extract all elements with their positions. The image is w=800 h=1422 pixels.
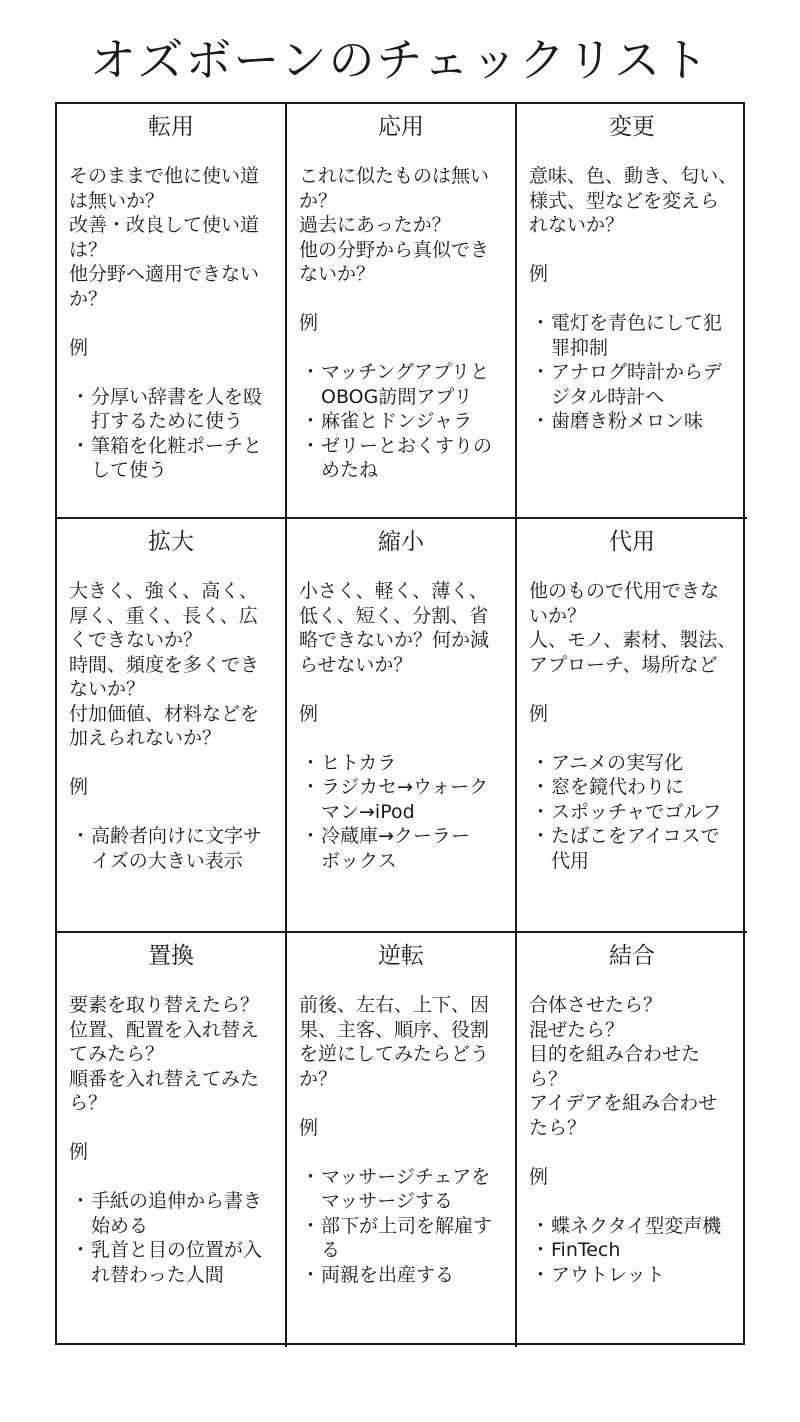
question-line: 他分野へ適用できない (69, 263, 260, 285)
example-item (299, 360, 503, 409)
example-list (529, 1214, 735, 1288)
example-label: 例 (69, 336, 89, 359)
example-item (529, 1238, 735, 1263)
example-item-line: アニメの実写化 (551, 751, 684, 774)
question-line: れないか？ (529, 214, 625, 236)
question-line: らせないか？ (299, 653, 413, 676)
checklist-cell (287, 104, 517, 519)
question-line: か？ (299, 1067, 338, 1090)
question-line: ないか？ (69, 678, 146, 700)
question-line: 果、主客、順序、役割 (299, 1018, 490, 1041)
cell-heading: 縮小 (378, 529, 424, 555)
question-line: 混ぜたら？ (529, 1018, 625, 1041)
example-item-line: 麻雀とドンジャラ (321, 410, 473, 432)
bullet-mark: ・ (301, 776, 321, 798)
example-item-line: マッサージする (321, 1190, 453, 1212)
bullet-mark: ・ (301, 434, 321, 457)
example-item-line: 乳首と目の位置が入 (91, 1239, 263, 1261)
cell-heading: 置換 (148, 943, 194, 969)
example-item-line: れ替わった人間 (91, 1263, 224, 1286)
page-title: オズボーンのチェックリスト (89, 33, 711, 87)
example-item (69, 434, 273, 483)
example-item-line: 手紙の追伸から書き (91, 1190, 263, 1212)
cell-heading: 逆転 (378, 943, 424, 969)
example-list (529, 311, 735, 434)
example-label: 例 (69, 1141, 89, 1163)
bullet-mark: ・ (301, 751, 321, 774)
example-item-line: 冷蔵庫→クーラー (321, 825, 470, 847)
cell-heading: 転用 (148, 114, 194, 140)
question-line: ら？ (529, 1067, 568, 1090)
example-label: 例 (299, 1116, 319, 1139)
question-line: いか？ (529, 604, 587, 627)
bullet-mark: ・ (531, 825, 551, 847)
example-item-line: ボックス (321, 849, 397, 872)
cell-heading: 拡大 (148, 529, 194, 555)
question-line: 厚く、重く、長く、広 (69, 604, 258, 627)
bullet-mark: ・ (531, 361, 551, 383)
example-label: 例 (69, 776, 89, 798)
example-item (299, 751, 503, 776)
checklist-cell (517, 933, 747, 1347)
example-item-line: マッサージチェアを (321, 1165, 491, 1188)
question-line: 改善・改良して使い道 (69, 214, 260, 236)
checklist-cell (287, 933, 517, 1347)
bullet-mark: ・ (531, 1263, 551, 1286)
bullet-mark: ・ (531, 776, 551, 798)
question-line: を逆にしてみたらどう (299, 1043, 490, 1065)
question-line: 要素を取り替えたら？ (69, 994, 260, 1016)
example-item-line: ジタル時計へ (551, 385, 665, 408)
example-item (299, 434, 503, 483)
example-item (529, 1214, 735, 1239)
example-item-line: 罪抑制 (551, 336, 609, 359)
question-line: 他の分野から真似でき (299, 238, 490, 261)
question-line: 付加価値、材料などを (69, 702, 260, 725)
bullet-mark: ・ (301, 1214, 321, 1237)
question-line: 大きく、強く、高く、 (69, 580, 258, 602)
bullet-mark: ・ (531, 1239, 551, 1261)
example-item-line: 電灯を青色にして犯 (551, 312, 723, 334)
cell-heading: 応用 (378, 114, 424, 140)
bullet-mark: ・ (531, 312, 551, 334)
question-line: か？ (299, 189, 338, 212)
example-item-line: マッチングアプリと (321, 361, 490, 383)
checklist-cell (517, 519, 747, 933)
bullet-mark: ・ (71, 825, 91, 847)
bullet-mark: ・ (531, 410, 551, 432)
example-item-line: ラジカセ→ウォーク (321, 776, 489, 798)
checklist-cell (287, 519, 517, 933)
example-item (69, 385, 273, 434)
question-line: くできないか？ (69, 629, 203, 651)
example-item (529, 751, 735, 776)
question-line: 加えられないか？ (69, 727, 222, 749)
example-label: 例 (529, 263, 549, 285)
bullet-mark: ・ (71, 385, 91, 408)
example-item-line: 分厚い辞書を人を殴 (91, 385, 263, 408)
example-item-line: 始める (91, 1214, 149, 1237)
bullet-mark: ・ (531, 1214, 551, 1237)
example-item-line: アナログ時計からデ (551, 361, 723, 383)
question-line: 時間、頻度を多くでき (69, 653, 260, 676)
question-line: そのままで他に使い道 (69, 165, 260, 187)
example-label: 例 (299, 312, 319, 334)
cell-body (69, 579, 273, 873)
cell-body (69, 164, 273, 483)
question-line: ら？ (69, 1092, 108, 1114)
bullet-mark: ・ (71, 1190, 91, 1212)
example-item (299, 824, 503, 873)
example-item (529, 800, 735, 825)
example-item (299, 1165, 503, 1214)
question-line: 様式、型などを変えら (529, 189, 720, 212)
bullet-mark: ・ (301, 410, 321, 432)
question-line: 位置、配置を入れ替え (69, 1018, 260, 1041)
cell-body (529, 579, 735, 873)
example-item-line: 蝶ネクタイ型変声機 (551, 1214, 722, 1237)
example-list (299, 751, 503, 874)
question-line: 意味、色、動き、匂い、 (529, 165, 738, 187)
question-line: アイデアを組み合わせ (529, 1092, 718, 1114)
example-item-line: る (321, 1239, 341, 1261)
example-list (69, 824, 273, 873)
question-line: か？ (69, 287, 108, 310)
example-item (529, 409, 735, 434)
question-line: 他のもので代用できな (529, 580, 720, 602)
cell-body (529, 993, 735, 1287)
bullet-mark: ・ (301, 825, 321, 847)
cell-body (299, 164, 503, 483)
example-item-line: ヒトカラ (321, 751, 397, 774)
cell-body (299, 993, 503, 1287)
cell-body (299, 579, 503, 873)
example-item-line: 打するために使う (91, 410, 244, 432)
example-label: 例 (299, 702, 319, 725)
example-item (299, 409, 503, 434)
example-item (529, 775, 735, 800)
question-line: は無いか？ (69, 189, 165, 212)
bullet-mark: ・ (71, 434, 91, 457)
example-item-line: 歯磨き粉メロン味 (551, 410, 704, 432)
bullet-mark: ・ (301, 1263, 321, 1286)
bullet-mark: ・ (71, 1239, 91, 1261)
example-item-line: たばこをアイコスで (551, 825, 720, 847)
question-line: 目的を組み合わせた (529, 1043, 701, 1065)
question-line: てみたら？ (69, 1043, 165, 1065)
example-item-line: 代用 (551, 849, 590, 872)
example-item-line: イズの大きい表示 (91, 849, 243, 872)
question-line: アプローチ、場所など (529, 653, 718, 676)
question-line: たら？ (529, 1116, 587, 1139)
bullet-mark: ・ (301, 361, 321, 383)
example-item-line: 部下が上司を解雇す (321, 1214, 493, 1237)
question-line: ないか？ (299, 263, 376, 285)
cell-body (529, 164, 738, 434)
cell-heading: 代用 (609, 529, 655, 555)
example-item-line: して使う (91, 459, 168, 481)
question-line: 順番を入れ替えてみた (69, 1067, 260, 1090)
example-item-line: OBOG訪問アプリ (321, 385, 473, 408)
example-item (529, 1263, 735, 1288)
example-item (69, 1238, 273, 1287)
cell-body (69, 993, 273, 1287)
checklist-cell (517, 104, 747, 519)
example-list (69, 385, 273, 483)
example-item (529, 311, 735, 360)
example-label: 例 (529, 1165, 549, 1188)
question-line: これに似たものは無い (299, 165, 490, 187)
example-item-line: 窓を鏡代わりに (551, 776, 685, 798)
question-line: 低く、短く、分割、省 (299, 604, 489, 627)
example-list (69, 1189, 273, 1287)
example-item (299, 1263, 503, 1288)
example-item (69, 1189, 273, 1238)
example-item-line: ゼリーとおくすりの (321, 434, 493, 457)
example-item-line: 高齢者向けに文字サ (91, 825, 263, 847)
example-list (529, 751, 735, 874)
question-line: 前後、左右、上下、因 (299, 994, 490, 1016)
question-line: は？ (69, 238, 108, 261)
example-list (299, 1165, 503, 1288)
example-label: 例 (529, 702, 549, 725)
example-list (299, 360, 503, 483)
example-item-line: アウトレット (551, 1263, 665, 1286)
cell-heading: 結合 (609, 943, 655, 969)
example-item (299, 1214, 503, 1263)
example-item (529, 360, 735, 409)
example-item (69, 824, 273, 873)
example-item (299, 775, 503, 824)
question-line: 過去にあったか？ (299, 214, 451, 236)
checklist-cell (57, 104, 287, 519)
cell-heading: 変更 (609, 114, 655, 140)
example-item-line: めたね (321, 459, 379, 481)
checklist-grid (55, 102, 745, 1345)
question-line: 略できないか？何か減 (299, 629, 490, 651)
example-item-line: FinTech (551, 1239, 621, 1261)
example-item-line: マン→iPod (321, 800, 415, 823)
question-line: 合体させたら？ (529, 994, 663, 1016)
example-item-line: スポッチャでゴルフ (551, 800, 722, 823)
example-item-line: 筆箱を化粧ポーチと (91, 434, 263, 457)
example-item-line: 両親を出産する (321, 1263, 455, 1286)
question-line: 小さく、軽く、薄く、 (299, 580, 488, 602)
bullet-mark: ・ (531, 751, 551, 774)
question-line: 人、モノ、素材、製法、 (529, 629, 737, 651)
checklist-cell (57, 933, 287, 1347)
example-item (529, 824, 735, 873)
bullet-mark: ・ (531, 800, 551, 823)
checklist-cell (57, 519, 287, 933)
bullet-mark: ・ (301, 1165, 321, 1188)
